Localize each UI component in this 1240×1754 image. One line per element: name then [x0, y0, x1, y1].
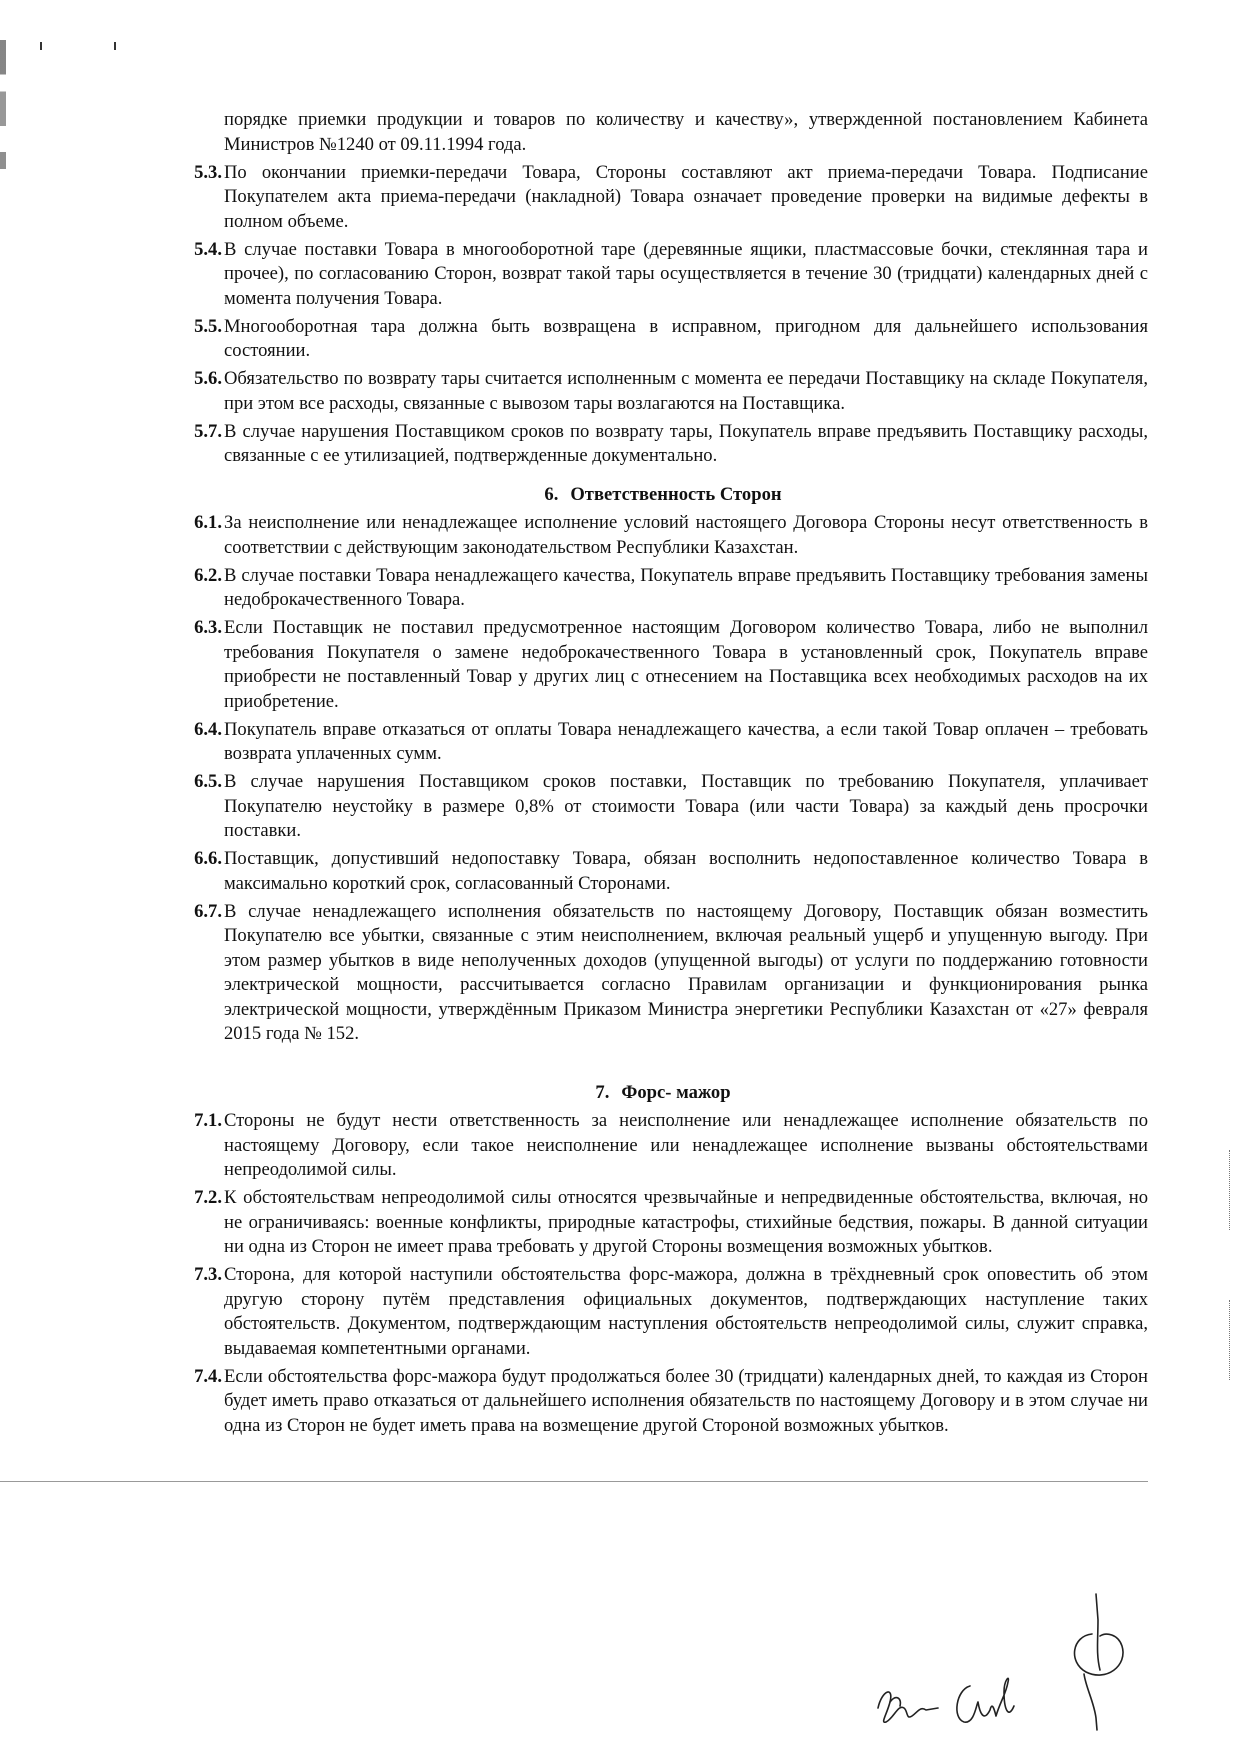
clause-5-6 — [178, 367, 1148, 416]
clause-number: 6.1. — [194, 512, 222, 533]
scan-dots-artifact — [1229, 1150, 1232, 1230]
clause-number: 6.4. — [194, 718, 222, 740]
clause-5-7 — [178, 420, 1148, 469]
clause-number: 7.2. — [194, 1187, 222, 1208]
scan-mark — [114, 42, 116, 50]
clause-text: Сторона, для которой наступили обстоятельства форс-мажора, должна в трёхдневный срок оповестить об этом другую сторону путём представления официальных документов, подтверждающих наступление таких обстоятельств. Документом, подтверждающим наступления обстоятельств непреодолимой силы, служит справка, выдаваемая компетентными органами. — [224, 1264, 1148, 1359]
signature-stroke — [957, 1678, 1014, 1722]
clause-number: 6.7. — [194, 900, 222, 922]
clause-number: 5.7. — [194, 420, 222, 442]
clause-text: В случае нарушения Поставщиком сроков по возврату тары, Покупатель вправе предъявить Поставщику расходы, связанные с ее утилизацией, подтвержденные документально. — [224, 420, 1148, 466]
clause-number: 6.5. — [194, 771, 222, 792]
clause-number: 5.4. — [194, 238, 222, 260]
clause-7-1 — [178, 1109, 1148, 1183]
clause-6-1 — [178, 511, 1148, 560]
clause-5-4 — [178, 238, 1148, 312]
clause-text: Многооборотная тара должна быть возвращена в исправном, пригодном для дальнейшего использования состоянии. — [224, 315, 1148, 361]
clause-number: 6.2. — [194, 564, 222, 586]
clause-number: 5.3. — [194, 161, 222, 183]
clause-text: В случае нарушения Поставщиком сроков поставки, Поставщик по требованию Покупателя, уплачивает Покупателю неустойку в размере 0,8% от стоимости Товара (или части Товара) за каждый день просрочки поставки. — [224, 771, 1148, 841]
clause-text: В случае ненадлежащего исполнения обязательств по настоящему Договору, Поставщик обязан возместить Покупателю все убытки, связанные с этим неисполнением, включая реальный ущерб и упущенную выгоду. При этом размер убытков в виде неполученных доходов (упущенной выгоды) от услуги по поддержанию готовности электрической мощности, рассчитывается согласно Правилам организации и функционирования рынка электрической мощности, утверждённым Приказом Министра энергетики Республики Казахстан от «27» февраля 2015 года № 152. — [224, 900, 1148, 1044]
section-6-items — [178, 511, 1148, 1047]
intro-paragraph: порядке приемки продукции и товаров по количеству и качеству», утвержденной постановлением Кабинета Министров №1240 от 09.11.1994 года. — [224, 109, 1148, 155]
section-7-items — [178, 1109, 1148, 1438]
section-title: Форс- мажор — [621, 1081, 731, 1103]
clause-7-2 — [178, 1186, 1148, 1260]
clause-6-2 — [178, 564, 1148, 613]
clause-text: Поставщик, допустивший недопоставку Товара, обязан восполнить недопоставленное количество Товара в максимально короткий срок, согласованный Сторонами. — [224, 848, 1148, 894]
clause-number: 5.6. — [194, 368, 222, 389]
document-page — [178, 108, 1148, 1442]
section-6-heading — [178, 483, 1148, 508]
handwritten-signatures — [860, 1590, 1160, 1740]
clause-text: В случае поставки Товара в многооборотной таре (деревянные ящики, пластмассовые бочки, стеклянная тара и прочее), по согласованию Сторон, возврат такой тары осуществляется в течение 30 (тридцати) календарных дней с момента получения Товара. — [224, 238, 1148, 309]
clause-text: Обязательство по возврату тары считается исполненным с момента ее передачи Поставщику на складе Покупателя, при этом все расходы, связанные с вывозом тары возлагаются на Поставщика. — [224, 368, 1148, 414]
section-number: 7. — [595, 1081, 610, 1103]
clause-text: За неисполнение или ненадлежащее исполнение условий настоящего Договора Стороны несут ответственность в соответствии с действующим законодательством Республики Казахстан. — [224, 512, 1148, 558]
clause-6-5 — [178, 770, 1148, 844]
clause-text: К обстоятельствам непреодолимой силы относятся чрезвычайные и непредвиденные обстоятельства, включая, но не ограничиваясь: военные конфликты, природные катастрофы, стихийные бедствия, пожары. В данной ситуации ни одна из Сторон не имеет права требовать у другой Стороны возмещения возможных убытков. — [224, 1187, 1148, 1257]
clause-5-5 — [178, 315, 1148, 364]
clause-6-3 — [178, 616, 1148, 714]
section-title: Ответственность Сторон — [570, 483, 782, 505]
section-7-heading — [178, 1081, 1148, 1106]
section-5-items — [178, 161, 1148, 469]
signature-stroke — [890, 1698, 900, 1706]
scan-dots-artifact — [1229, 1300, 1232, 1380]
clause-text: Если Поставщик не поставил предусмотренное настоящим Договором количество Товара, либо не выполнил требования Покупателя о замене недоброкачественного Товара в установленный срок, Покупатель вправе приобрести не поставленный Товар у других лиц с отнесением на Поставщика всех необходимых расходов на их приобретение. — [224, 617, 1148, 712]
clause-text: Если обстоятельства форс-мажора будут продолжаться более 30 (тридцати) календарных дней, то каждая из Сторон будет иметь право отказаться от дальнейшего исполнения обязательств по настоящему Договору и в этом случае ни одна из Сторон не будет иметь права на возмещение другой Стороной возможных убытков. — [224, 1365, 1148, 1436]
clause-text: В случае поставки Товара ненадлежащего качества, Покупатель вправе предъявить Поставщику требования замены недоброкачественного Товара. — [224, 564, 1148, 610]
clause-6-4 — [178, 718, 1148, 767]
signature-stroke — [1075, 1634, 1123, 1675]
clause-text: Покупатель вправе отказаться от оплаты Товара ненадлежащего качества, а если такой Товар оплачен – требовать возврата уплаченных сумм. — [224, 718, 1148, 764]
clause-number: 7.3. — [194, 1264, 222, 1285]
scan-mark — [40, 42, 42, 50]
clause-number: 7.4. — [194, 1365, 222, 1387]
section-number: 6. — [544, 483, 559, 505]
signature-stroke — [878, 1692, 938, 1722]
clause-6-7 — [178, 900, 1148, 1047]
clause-number: 6.3. — [194, 617, 222, 638]
signature-stroke — [1084, 1674, 1097, 1730]
clause-number: 7.1. — [194, 1110, 222, 1131]
clause-7-3 — [178, 1263, 1148, 1361]
clause-number: 6.6. — [194, 848, 222, 869]
clause-number: 5.5. — [194, 315, 222, 337]
clause-7-4 — [178, 1365, 1148, 1439]
clause-text: Стороны не будут нести ответственность за неисполнение или ненадлежащее исполнение обязательств по настоящему Договору, если такое неисполнение или ненадлежащее исполнение вызваны обстоятельствами непреодолимой силы. — [224, 1110, 1148, 1180]
signature-stroke — [1096, 1594, 1100, 1670]
signatures-drawing — [860, 1590, 1160, 1740]
clause-text: По окончании приемки-передачи Товара, Стороны составляют акт приема-передачи Товара. Подписание Покупателем акта приема-передачи (накладной) Товара означает проведение проверки на видимые дефекты в полном объеме. — [224, 161, 1148, 232]
scan-line-artifact — [0, 1481, 1148, 1482]
scan-edge-artifact — [0, 40, 6, 470]
clause-6-6 — [178, 847, 1148, 896]
clause-5-3 — [178, 161, 1148, 235]
